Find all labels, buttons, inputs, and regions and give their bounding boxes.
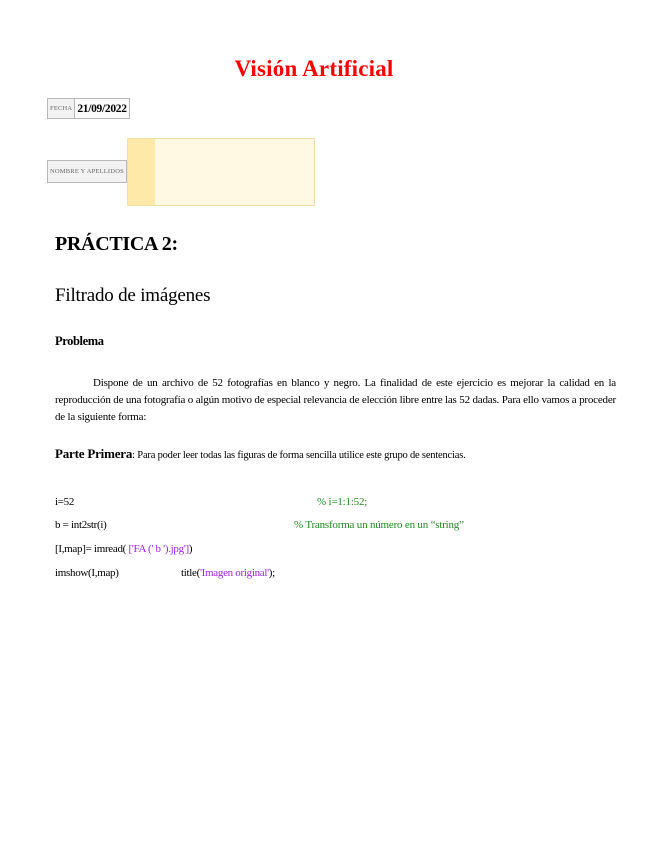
code-line-3 [55, 543, 192, 555]
date-field-row [47, 98, 130, 119]
name-input-accent [128, 139, 155, 205]
parte-primera-paragraph [55, 446, 635, 462]
name-label: NOMBRE Y APELLIDOS [47, 160, 127, 183]
problema-paragraph: Dispone de un archivo de 52 fotografías en blanco y negro. La finalidad de este ejercicio es mejorar la calidad en la reproducción de una fotografía o algún motivo de especial relevancia de elección libre entre las 52 dadas. Para ello vamos a proceder de la siguiente forma: [55, 377, 616, 423]
code-line-2: b = int2str(i) [55, 519, 107, 531]
problema-heading: Problema [55, 334, 104, 348]
code-line-3-string: ['FA (' b ').jpg'] [128, 543, 189, 555]
code-line-3-suffix: ) [188, 543, 193, 555]
code-line-4-prefix: imshow(I,map) [55, 567, 119, 579]
code-line-4 [55, 567, 119, 579]
code-line-3-prefix: [I,map]= imread( [55, 543, 129, 555]
parte-primera-text: : Para poder leer todas las figuras de forma sencilla utilice este grupo de sentencias. [132, 450, 466, 461]
document-title: Visión Artificial [234, 56, 394, 81]
code-line-1: i=52 [55, 496, 75, 508]
code-line-4-suffix: ); [268, 567, 275, 579]
practica-subtitle: Filtrado de imágenes [55, 285, 211, 306]
parte-primera-lead: Parte Primera [55, 446, 133, 461]
date-label: FECHA [47, 98, 75, 119]
code-line-4-title [181, 567, 275, 579]
practica-heading: PRÁCTICA 2: [55, 233, 178, 255]
name-field-row [47, 138, 315, 204]
code-line-4-title-fn: title( [181, 567, 200, 579]
code-comment-1: % i=1:1:52; [317, 496, 368, 508]
name-input[interactable] [127, 138, 315, 206]
code-comment-2: % Transforma un número en un “string” [294, 519, 464, 531]
date-value[interactable]: 21/09/2022 [75, 98, 129, 119]
code-line-4-string: 'Imagen original' [199, 567, 269, 579]
